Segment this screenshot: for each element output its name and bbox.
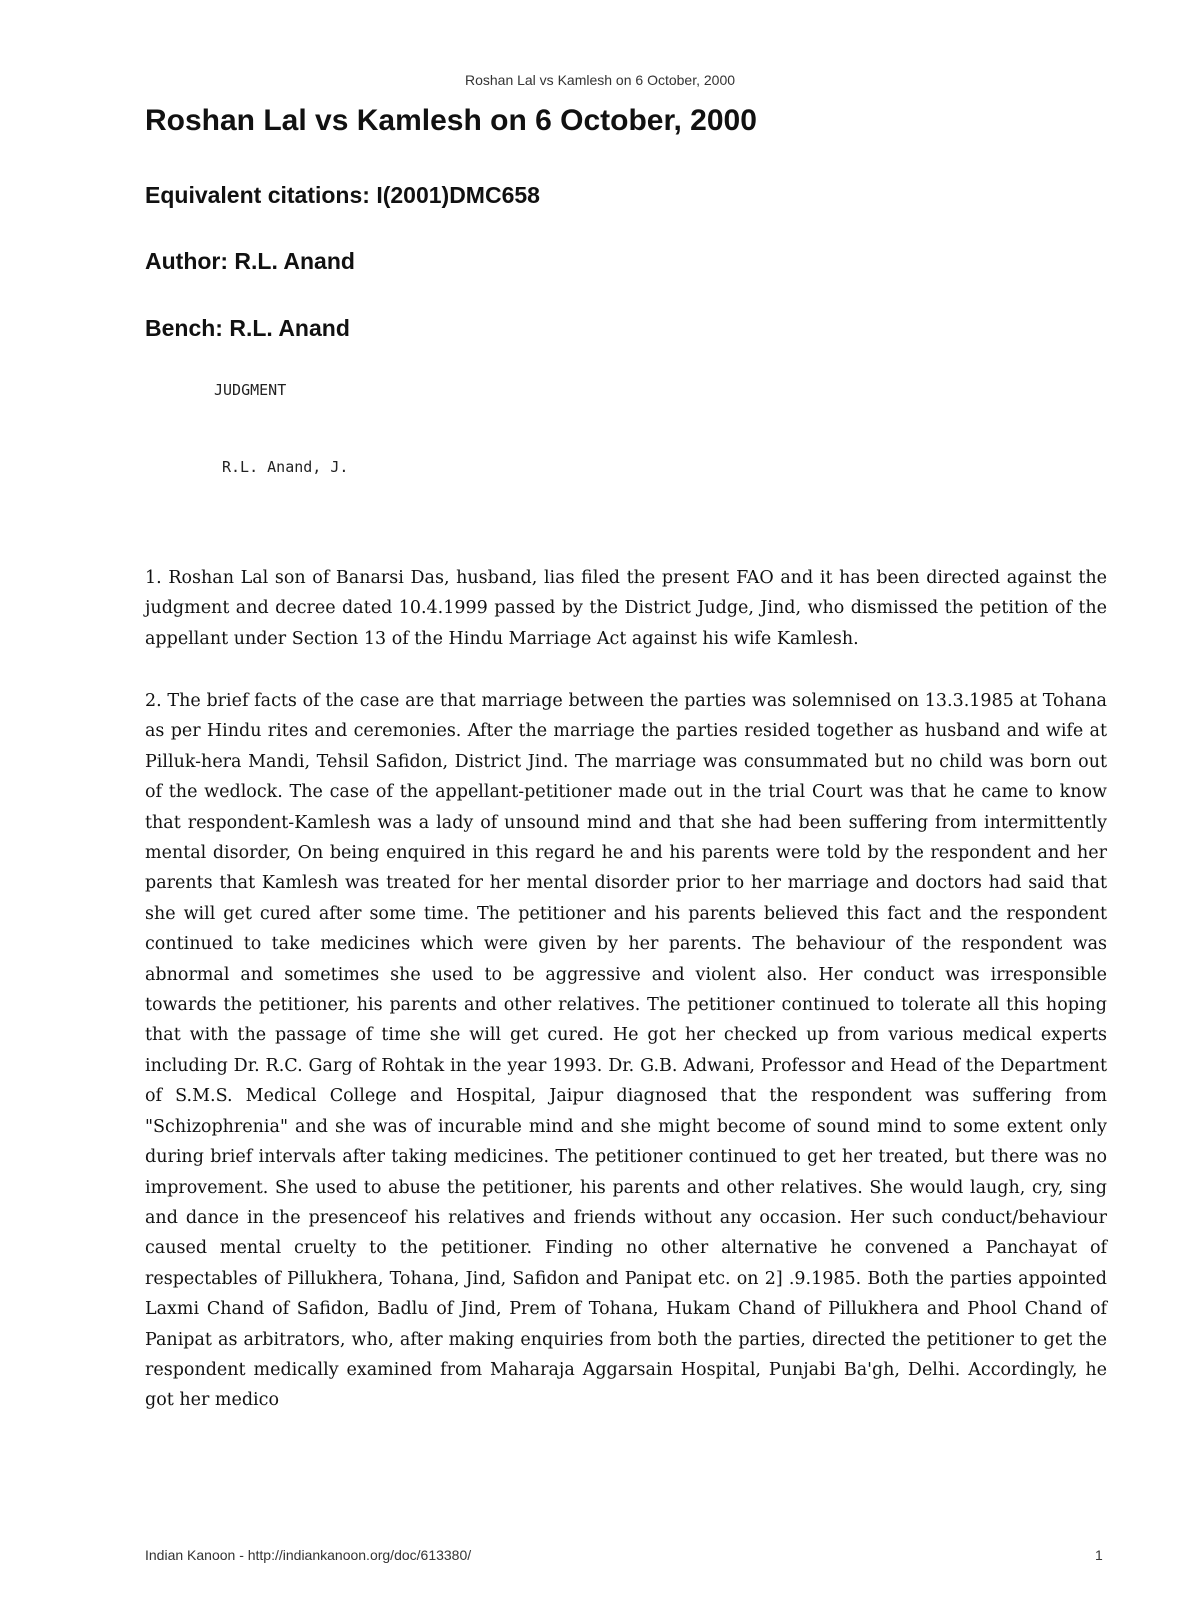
judgment-heading: JUDGMENT: [214, 381, 287, 399]
paragraph-2: [145, 686, 1107, 1416]
paragraph-1-text: 1. Roshan Lal son of Banarsi Das, husband, lias filed the present FAO and it has been directed against the judgment and decree dated 10.4.1999 passed by the District Judge, Jind, who dismissed the petition of the appellant under Section 13 of the Hindu Marriage Act against his wife Kamlesh.: [145, 568, 1107, 649]
running-header: Roshan Lal vs Kamlesh on 6 October, 2000: [464, 72, 736, 88]
author-line: Author: R.L. Anand: [145, 248, 355, 274]
footer-page-number: 1: [1095, 1547, 1103, 1563]
equivalent-citations: Equivalent citations: I(2001)DMC658: [145, 182, 540, 208]
bench-line: Bench: R.L. Anand: [145, 315, 350, 341]
paragraph-2-text: 2. The brief facts of the case are that marriage between the parties was solemnised on 13.3.1985 at Tohana as per Hindu rites and ceremonies. After the marriage the parties resided together as husband and wife at Pilluk-hera Mandi, Tehsil Safidon, District Jind. The marriage was consummated but no child was born out of the wedlock. The case of the appellant-petitioner made out in the trial Court was that he came to know that respondent-Kamlesh was a lady of unsound mind and that she had been suffering from intermittently mental disorder, On being enquired in this regard he and his parents were told by the respondent and her parents that Kamlesh was treated for her mental disorder prior to her marriage and doctors had said that she will get cured after some time. The petitioner and his parents believed this fact and the respondent continued to take medicines which were given by her parents. The behaviour of the respondent was abnormal and sometimes she used to be aggressive and violent also. Her conduct was irresponsible towards the petitioner, his parents and other relatives. The petitioner continued to tolerate all this hoping that with the passage of time she will get cured. He got her checked up from various medical experts including Dr. R.C. Garg of Rohtak in the year 1993. Dr. G.B. Adwani, Professor and Head of the Department of S.M.S. Medical College and Hospital, Jaipur diagnosed that the respondent was suffering from "Schizophrenia" and she was of incurable mind and she might become of sound mind to some extent only during brief intervals after taking medicines. The petitioner continued to get her treated, but there was no improvement. She used to abuse the petitioner, his parents and other relatives. She would laugh, cry, sing and dance in the presenceof his relatives and friends without any occasion. Her such conduct/behaviour caused mental cruelty to the petitioner. Finding no other alternative he convened a Panchayat of respectables of Pillukhera, Tohana, Jind, Safidon and Panipat etc. on 2] .9.1985. Both the parties appointed Laxmi Chand of Safidon, Badlu of Jind, Prem of Tohana, Hukam Chand of Pillukhera and Phool Chand of Panipat as arbitrators, who, after making enquiries from both the parties, directed the petitioner to get the respondent medically examined from Maharaja Aggarsain Hospital, Punjabi Ba'gh, Delhi. Accordingly, he got her medico: [145, 691, 1107, 1411]
page-title: Roshan Lal vs Kamlesh on 6 October, 2000: [145, 104, 757, 137]
judge-line: R.L. Anand, J.: [222, 458, 349, 476]
footer-source: Indian Kanoon - http://indiankanoon.org/doc/613380/: [145, 1547, 472, 1563]
paragraph-1: [145, 563, 1107, 654]
